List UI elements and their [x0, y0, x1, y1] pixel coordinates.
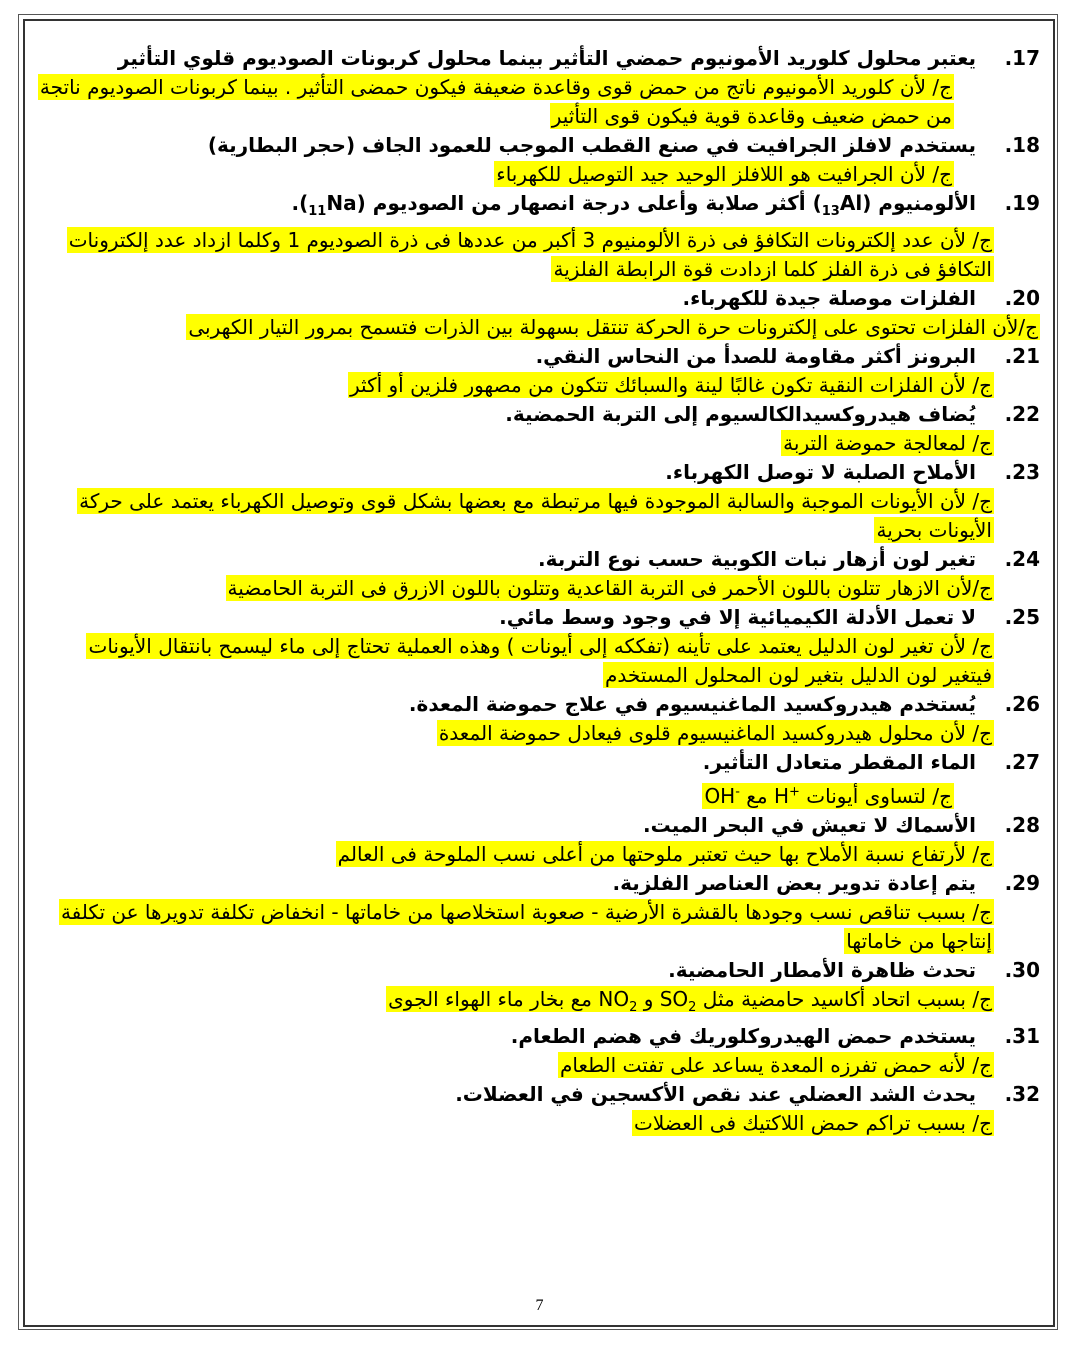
question-text: .18 يستخدم لافلز الجرافيت في صنع القطب الموجب للعمود الجاف (حجر البطارية)	[34, 131, 1040, 160]
question-text: .23 الأملاح الصلبة لا توصل الكهرباء.	[34, 458, 1040, 487]
question-text: .29 يتم إعادة تدوير بعض العناصر الفلزية.	[34, 869, 1040, 898]
answer-text: ج/ لأن تغير لون الدليل يعتمد على تأينه (تفككه إلى أيونات ) وهذه العملية تحتاج إلى ماء ليسمح بانتقال الأيونات فيتغير لون الدليل بتغير لون المحلول المستخدم	[88, 634, 992, 687]
question-text: .30 تحدث ظاهرة الأمطار الحامضية.	[34, 956, 1040, 985]
answer-text: ج/ لمعالجة حموضة التربة	[783, 431, 992, 455]
question-item-26	[34, 690, 1040, 748]
answer-text: ج/ لأن محلول هيدروكسيد الماغنيسيوم قلوى فيعادل حموضة المعدة	[438, 721, 992, 745]
answer-text: ج/ بسبب اتحاد أكاسيد حامضية مثل $SO_2$ و $NO_2$ مع بخار ماء الهواء الجوى	[388, 986, 992, 1015]
question-text: .19 الألومنيوم $(_{13}Al)$ أكثر صلابة وأعلى درجة انصهار من الصوديوم $(_{11}Na)$.	[291, 191, 1040, 219]
question-number: .31	[1004, 1023, 1040, 1048]
question-item-19	[34, 189, 1040, 284]
question-item-29	[34, 869, 1040, 956]
question-item-23	[34, 458, 1040, 545]
question-text: .32 يحدث الشد العضلي عند نقص الأكسجين في العضلات.	[34, 1080, 1040, 1109]
answer-text: ج/ لأنه حمض تفرزه المعدة يساعد على تفتت الطعام	[559, 1052, 992, 1077]
question-number: .17	[1004, 46, 1040, 70]
question-text: .28 الأسماك لا تعيش في البحر الميت.	[34, 811, 1040, 840]
answer-text: ج/ لأن الفلزات النقية تكون غالبًا لينة والسبائك تتكون من مصهور فلزين أو أكثر	[350, 373, 992, 397]
question-number: .27	[1004, 750, 1040, 774]
answer-text: ج/ بسبب تراكم حمض اللاكتيك فى العضلات	[634, 1110, 992, 1135]
question-item-22	[34, 400, 1040, 458]
question-item-20	[34, 284, 1040, 342]
question-item-17	[34, 44, 1040, 131]
question-number: .32	[1004, 1081, 1040, 1106]
question-text: .20 الفلزات موصلة جيدة للكهرباء.	[34, 284, 1040, 313]
question-item-27	[34, 748, 1040, 811]
question-item-24	[34, 545, 1040, 603]
question-number: .26	[1004, 692, 1040, 716]
questions-list	[34, 44, 1040, 1138]
question-number: .24	[1004, 547, 1040, 571]
question-number: .28	[1004, 812, 1040, 837]
answer-text: ج/ لأن كلوريد الأمونيوم ناتج من حمض قوى وقاعدة ضعيفة فيكون حمضى التأثير . بينما كربونات الصوديوم ناتجة من حمض ضعيف وقاعدة قوية فيكون قوى التأثير	[39, 75, 952, 128]
question-number: .30	[1004, 957, 1040, 982]
page-number: 7	[535, 1297, 544, 1314]
question-text: .17 يعتبر محلول كلوريد الأمونيوم حمضي التأثير بينما محلول كربونات الصوديوم قلوي التأثير	[34, 44, 1040, 73]
question-item-25	[34, 603, 1040, 690]
question-number: .20	[1004, 286, 1040, 310]
question-number: .22	[1004, 402, 1040, 426]
question-number: .18	[1004, 133, 1040, 157]
question-item-18	[34, 131, 1040, 189]
answer-text: ج/ لأن الجرافيت هو اللافلز الوحيد جيد التوصيل للكهرباء	[496, 162, 952, 186]
question-text: .26 يُستخدم هيدروكسيد الماغنيسيوم في علاج حموضة المعدة.	[34, 690, 1040, 719]
question-text: .31 يستخدم حمض الهيدروكلوريك في هضم الطعام.	[34, 1022, 1040, 1051]
answer-text: ج/لأن الفلزات تحتوى على إلكترونات حرة الحركة تنتقل بسهولة بين الذرات فتسمح بمرور التيار الكهربى	[188, 315, 1038, 339]
question-item-32	[34, 1080, 1040, 1138]
question-item-30	[34, 956, 1040, 1022]
question-text: .24 تغير لون أزهار نبات الكوبية حسب نوع التربة.	[34, 545, 1040, 574]
question-number: .25	[1004, 605, 1040, 629]
answer-text: ج/لأن الازهار تتلون باللون الأحمر فى التربة القاعدية وتتلون باللون الازرق فى التربة الحامضية	[227, 576, 992, 600]
answer-text: ج/ بسبب تناقص نسب وجودها بالقشرة الأرضية - صعوبة استخلاصها من خاماتها - انخفاض تكلفة تدويرها عن تكلفة إنتاجها من خاماتها	[60, 899, 992, 953]
question-number: .19	[1004, 191, 1040, 215]
answer-text: ج/ لأرتفاع نسبة الأملاح بها حيث تعتبر ملوحتها من أعلى نسب الملوحة فى العالم	[337, 841, 992, 866]
answer-text: ج/ لأن الأيونات الموجبة والسالبة الموجودة فيها مرتبطة مع بعضها بشكل قوى وتوصيل الكهرباء يعتمد على حركة الأيونات بحرية	[79, 489, 992, 542]
question-item-21	[34, 342, 1040, 400]
question-text: .21 البرونز أكثر مقاومة للصدأ من النحاس النقي.	[34, 342, 1040, 371]
answer-text: ج/ لأن عدد إلكترونات التكافؤ فى ذرة الألومنيوم 3 أكبر من عددها فى ذرة الصوديوم 1 وكلما ازداد عدد إلكترونات التكافؤ فى ذرة الفلز كلما ازدادت قوة الرابطة الفلزية	[68, 228, 992, 281]
question-number: .23	[1004, 460, 1040, 484]
answer-text: ج/ لتساوى أيونات H+ مع OH-	[704, 783, 952, 808]
question-item-31	[34, 1022, 1040, 1080]
question-text: .22 يُضاف هيدروكسيدالكالسيوم إلى التربة الحمضية.	[34, 400, 1040, 429]
question-item-28	[34, 811, 1040, 869]
question-text: .25 لا تعمل الأدلة الكيميائية إلا في وجود وسط مائي.	[34, 603, 1040, 632]
question-number: .29	[1004, 870, 1040, 895]
question-text: .27 الماء المقطر متعادل التأثير.	[34, 748, 1040, 777]
question-number: .21	[1004, 344, 1040, 368]
